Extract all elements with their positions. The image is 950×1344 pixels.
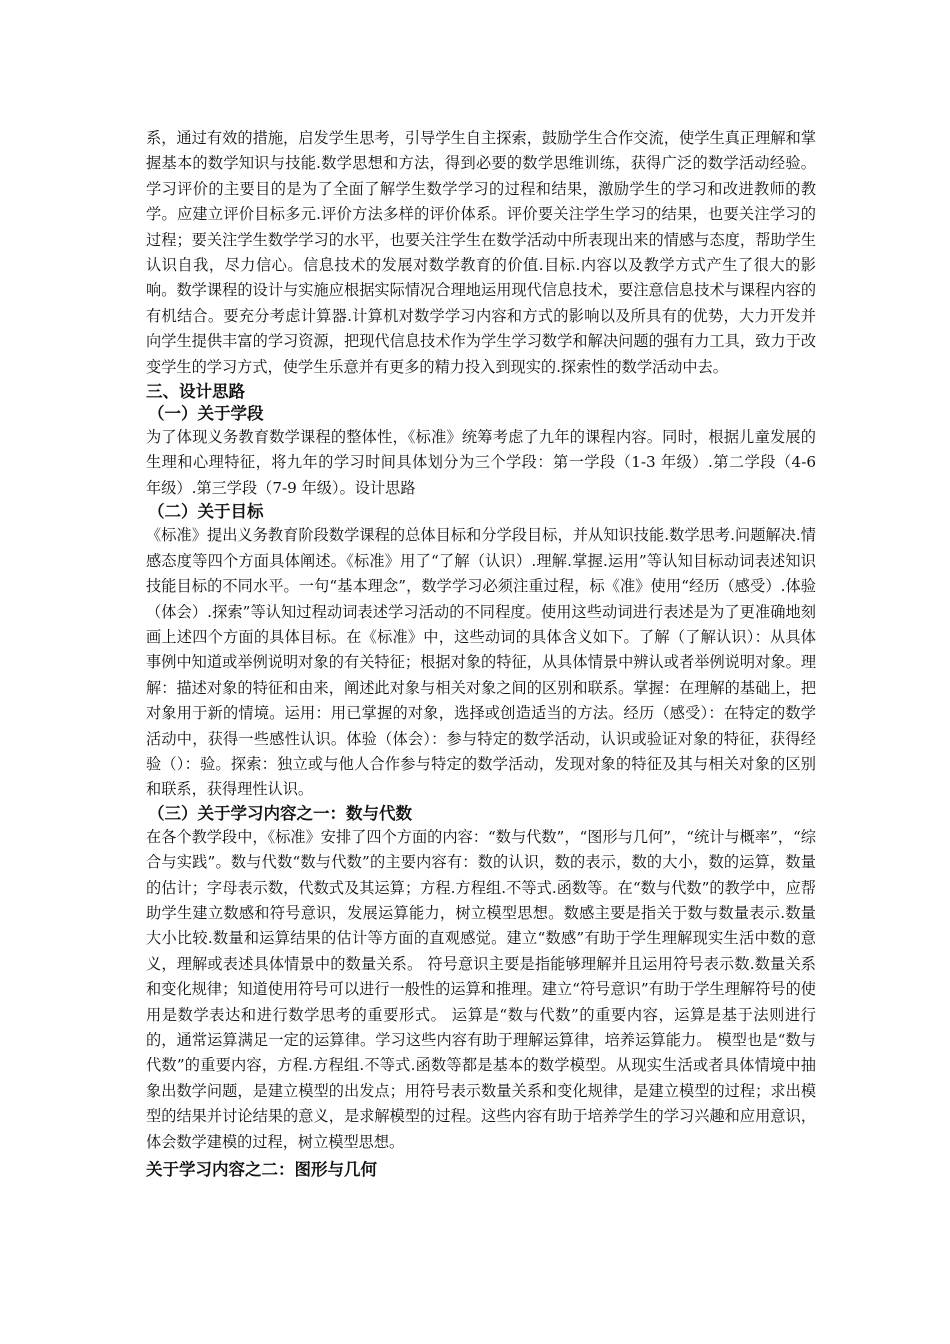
paragraph-stages: 为了体现义务教育数学课程的整体性，《标准》统筹考虑了九年的课程内容。同时，根据儿童发展的生理和心理特征，将九年的学习时间具体划分为三个学段：第一学段（1-3 年级）.第二学段（4-6 年级）.第三学段（7-9 年级）。设计思路 xyxy=(146,428,816,497)
heading-content-geometry: 关于学习内容之二：图形与几何 xyxy=(146,1160,377,1180)
heading-about-stages: （一）关于学段 xyxy=(148,404,264,424)
paragraph-number-algebra: 在各个教学段中，《标准》安排了四个方面的内容：“数与代数”，“图形与几何”，“统计与概率”，“综合与实践”。数与代数“数与代数”的主要内容有：数的认识，数的表示，数的大小，数的运算，数量的估计；字母表示数，代数式及其运算；方程.方程组.不等式.函数等。在“数与代数”的教学中，应帮助学生建立数感和符号意识，发展运算能力，树立模型思想。数感主要是指关于数与数量表示.数量大小比较.数量和运算结果的估计等方面的直观感觉。建立“数感”有助于学生理解现实生活中数的意义，理解或表述具体情景中的数量关系。 符号意识主要是指能够理解并且运用符号表示数.数量关系和变化规律；知道使用符号可以进行一般性的运算和推理。建立“符号意识”有助于学生理解符号的使用是数学表达和进行数学思考的重要形式。 运算是“数与代数”的重要内容，运算是基于法则进行的，通常运算满足一定的运算律。学习这些内容有助于理解运算律，培养运算能力。 模型也是“数与代数”的重要内容，方程.方程组.不等式.函数等都是基本的数学模型。从现实生活或者具体情境中抽象出数学问题，是建立模型的出发点；用符号表示数量关系和变化规律，是建立模型的过程；求出模型的结果并讨论结果的意义，是求解模型的过程。这些内容有助于培养学生的学习兴趣和应用意识，体会数学建模的过程，树立模型思想。 xyxy=(146,827,816,1151)
paragraph-evaluation: 系，通过有效的措施，启发学生思考，引导学生自主探索，鼓励学生合作交流，使学生真正理解和掌握基本的数学知识与技能.数学思想和方法，得到必要的数学思维训练，获得广泛的数学活动经验。学习评价的主要目的是为了全面了解学生数学学习的过程和结果，激励学生的学习和改进教师的教学。应建立评价目标多元.评价方法多样的评价体系。评价要关注学生学习的结果，也要关注学习的过程；要关注学生数学学习的水平，也要关注学生在数学活动中所表现出来的情感与态度，帮助学生认识自我，尽力信心。信息技术的发展对数学教育的价值.目标.内容以及教学方式产生了很大的影响。数学课程的设计与实施应根据实际情况合理地运用现代信息技术，要注意信息技术与课程内容的有机结合。要充分考虑计算器.计算机对数学学习内容和方式的影响以及所具有的优势，大力开发并向学生提供丰富的学习资源，把现代信息技术作为学生学习数学和解决问题的强有力工具，致力于改变学生的学习方式，使学生乐意并有更多的精力投入到现实的.探索性的数学活动中去。 xyxy=(146,129,816,376)
paragraph-goals: 《标准》提出义务教育阶段数学课程的总体目标和分学段目标，并从知识技能.数学思考.问题解决.情感态度等四个方面具体阐述。《标准》用了“了解（认识）.理解.掌握.运用”等认知目标动词表述知识技能目标的不同水平。一句“基本理念”，数学学习必须注重过程，标《准》使用“经历（感受）.体验（体会）.探索”等认知过程动词表述学习活动的不同程度。使用这些动词进行表述是为了更准确地刻画上述四个方面的具体目标。在《标准》中，这些动词的具体含义如下。了解（了解认识）：从具体事例中知道或举例说明对象的有关特征；根据对象的特征，从具体情景中辨认或者举例说明对象。理解：描述对象的特征和由来，阐述此对象与相关对象之间的区别和联系。掌握：在理解的基础上，把对象用于新的情境。运用：用已掌握的对象，选择或创造适当的方法。经历（感受）：在特定的数学活动中，获得一些感性认识。体验（体会）：参与特定的数学活动，认识或验证对象的特征，获得经验（）：验。探索：独立或与他人合作参与特定的数学活动，发现对象的特征及其与相关对象的区别和联系，获得理性认识。 xyxy=(146,526,816,799)
heading-content-number-algebra: （三）关于学习内容之一：数与代数 xyxy=(148,803,412,823)
heading-design-ideas: 三、设计思路 xyxy=(146,382,245,402)
heading-about-goals: （二）关于目标 xyxy=(148,502,264,522)
document-page xyxy=(146,126,816,1181)
